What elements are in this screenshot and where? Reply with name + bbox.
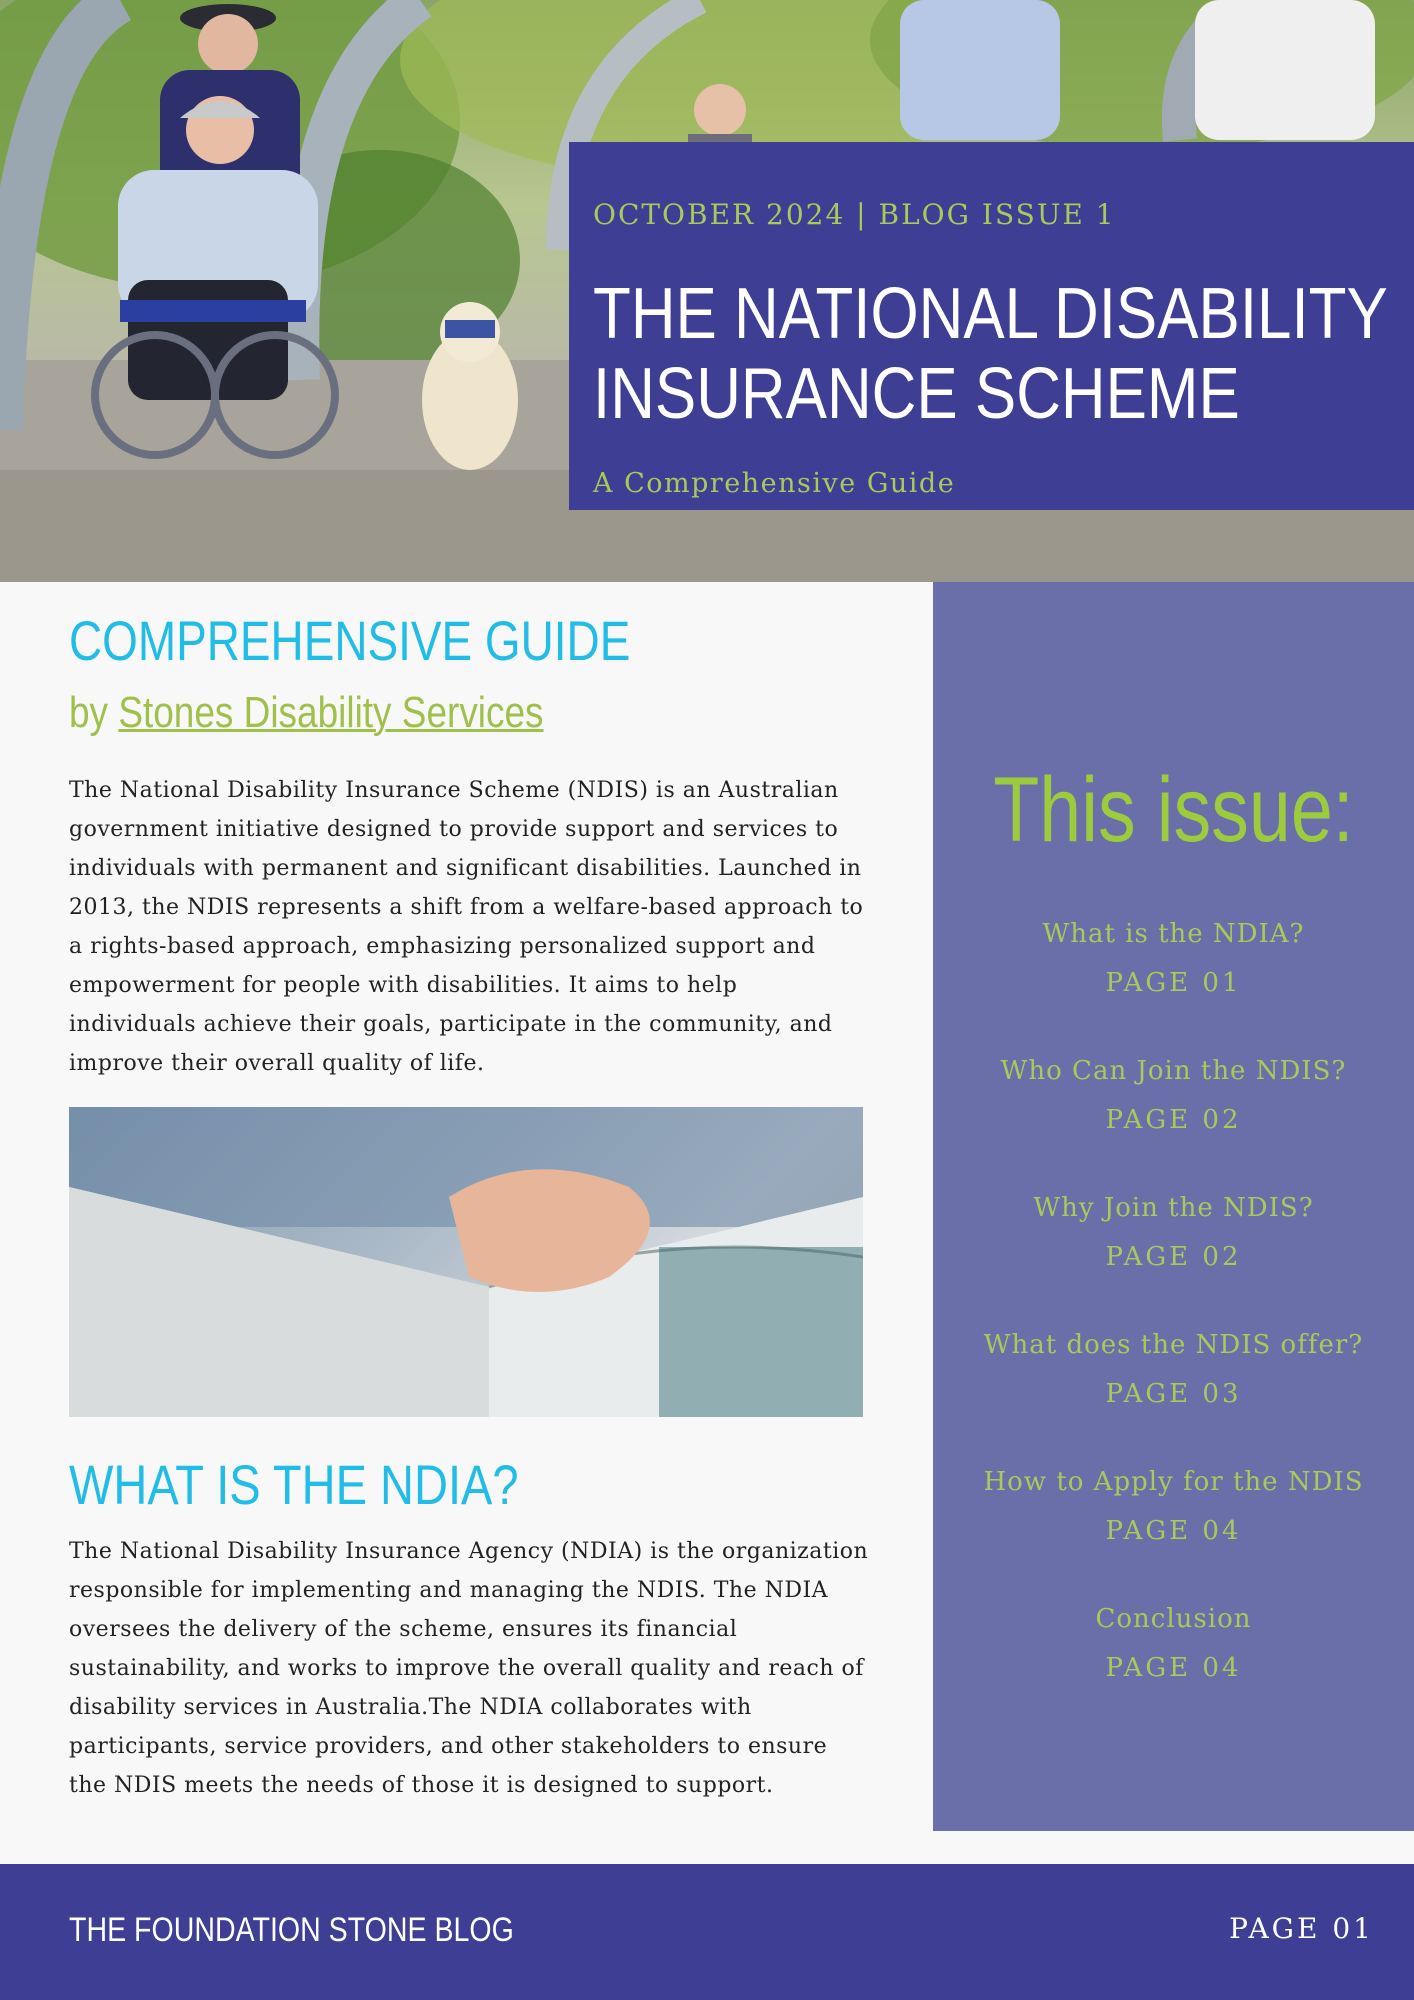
page-title-line-2: INSURANCE SCHEME: [593, 354, 1240, 434]
author-link[interactable]: Stones Disability Services: [118, 688, 544, 737]
toc-item-page: PAGE 04: [1105, 1653, 1242, 1683]
toc-item-page: PAGE 03: [1105, 1379, 1242, 1409]
toc-item[interactable]: [933, 1047, 1414, 1145]
sidebar-title: This issue:: [993, 759, 1354, 861]
toc-item-page: PAGE 02: [1105, 1105, 1242, 1135]
footer-blog-name: THE FOUNDATION STONE BLOG: [69, 1911, 514, 1949]
author-byline: [69, 686, 544, 740]
page-footer: [0, 1864, 1414, 2000]
hero-title-box: [569, 142, 1414, 510]
toc-item-label: Conclusion: [1095, 1604, 1252, 1634]
hero-banner: [0, 0, 1414, 582]
toc-item-page: PAGE 02: [1105, 1242, 1242, 1272]
page-title: [593, 274, 1388, 434]
book-illustration: [69, 1107, 863, 1417]
toc-item-label: What is the NDIA?: [1042, 919, 1305, 949]
toc-item-page: PAGE 04: [1105, 1516, 1242, 1546]
toc-item-label: Who Can Join the NDIS?: [1000, 1056, 1347, 1086]
toc-item[interactable]: [933, 1321, 1414, 1419]
section-heading-ndia: WHAT IS THE NDIA?: [69, 1453, 519, 1516]
toc-item[interactable]: [933, 1458, 1414, 1556]
page-title-line-1: THE NATIONAL DISABILITY: [593, 274, 1388, 354]
toc-item-label: How to Apply for the NDIS: [983, 1467, 1364, 1497]
hero-subtitle: A Comprehensive Guide: [593, 468, 956, 499]
byline-prefix: by: [69, 688, 109, 737]
footer-page-number: PAGE 01: [1229, 1912, 1374, 1945]
toc-item-label: What does the NDIS offer?: [983, 1330, 1364, 1360]
toc-item[interactable]: [933, 910, 1414, 1008]
issue-contents-sidebar: [933, 582, 1414, 1831]
issue-date-line: OCTOBER 2024 | BLOG ISSUE 1: [593, 198, 1116, 231]
section-heading-guide: COMPREHENSIVE GUIDE: [69, 609, 631, 672]
ndia-paragraph: The National Disability Insurance Agency (NDIA) is the organization responsible for implementing and managing the NDIS. The NDIA oversees the delivery of the scheme, ensures its financial sustainability, and works to improve the overall quality and reach of disability services in Australia.The NDIA collaborates with participants, service providers, and other stakeholders to ensure the NDIS meets the needs of those it is designed to support.: [69, 1539, 869, 1798]
toc-item-label: Why Join the NDIS?: [1033, 1193, 1314, 1223]
toc-item-page: PAGE 01: [1105, 968, 1242, 998]
intro-paragraph: The National Disability Insurance Scheme (NDIS) is an Australian government initiative designed to provide support and services to individuals with permanent and significant disabilities. Launched in 2013, the NDIS represents a shift from a welfare-based approach to a rights-based approach, emphasizing personalized support and empowerment for people with disabilities. It aims to help individuals achieve their goals, participate in the community, and improve their overall quality of life.: [69, 778, 864, 1076]
toc-item[interactable]: [933, 1595, 1414, 1693]
toc-item[interactable]: [933, 1184, 1414, 1282]
reading-book-photo: [69, 1107, 863, 1417]
